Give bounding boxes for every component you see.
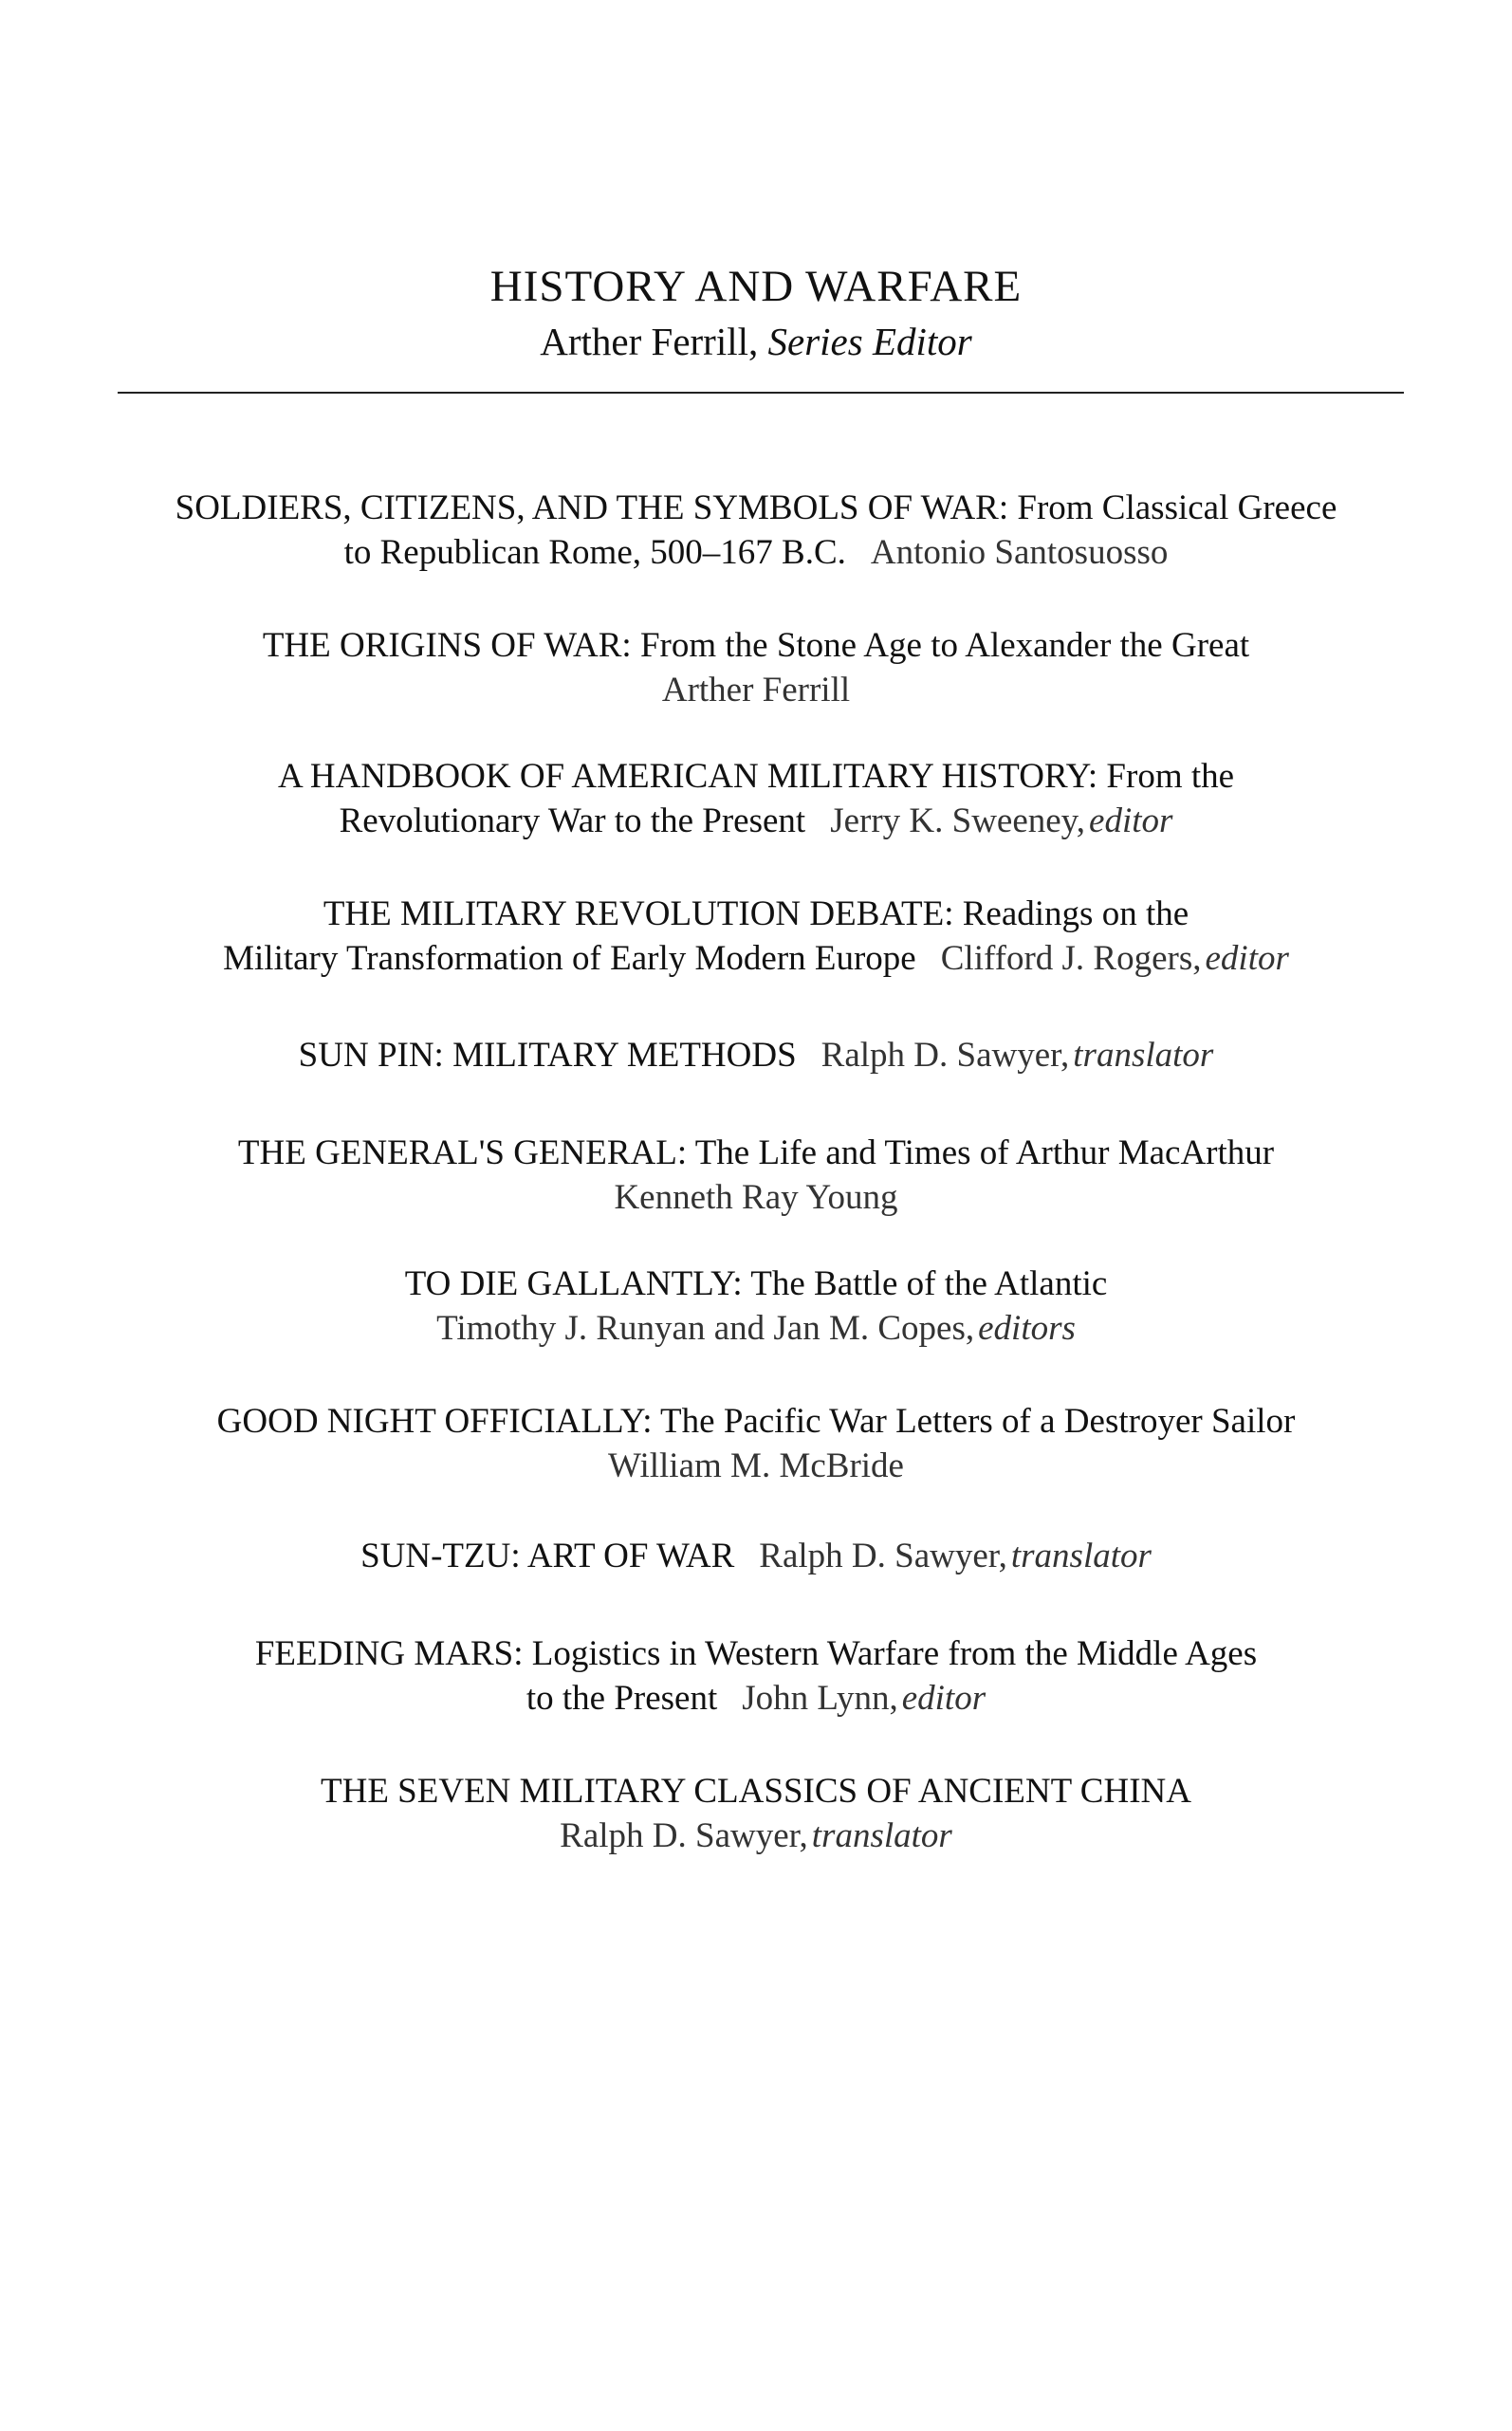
book-title: FEEDING MARS: Logistics in Western Warfare from the Middle Ages <box>254 1634 1258 1673</box>
header-divider <box>118 392 1404 394</box>
book-title: SUN-TZU: ART OF WAR <box>360 1537 735 1575</box>
book-title: SOLDIERS, CITIZENS, AND THE SYMBOLS OF WAR: From Classical Greece <box>175 488 1337 527</box>
book-author: Ralph D. Sawyer, <box>759 1537 1007 1575</box>
book-author-role: translator <box>1073 1036 1214 1075</box>
book-title: THE ORIGINS OF WAR: From the Stone Age to Alexander the Great <box>262 626 1250 665</box>
book-entry <box>0 1399 1512 1488</box>
book-title: THE GENERAL'S GENERAL: The Life and Times of Arthur MacArthur <box>237 1133 1275 1172</box>
book-title-continued: Revolutionary War to the Present <box>339 801 806 840</box>
book-author: Timothy J. Runyan and Jan M. Copes, <box>436 1309 975 1348</box>
book-author-role: editors <box>978 1309 1076 1348</box>
book-title: GOOD NIGHT OFFICIALLY: The Pacific War Letters of a Destroyer Sailor <box>216 1402 1296 1441</box>
book-entry <box>0 754 1512 850</box>
book-entry <box>0 892 1512 987</box>
book-entry <box>0 1631 1512 1727</box>
book-entry <box>0 1262 1512 1357</box>
book-author: John Lynn, <box>742 1679 898 1718</box>
book-entry <box>0 1769 1512 1865</box>
series-title: HISTORY AND WARFARE <box>489 262 1023 311</box>
book-author-role: translator <box>811 1816 952 1855</box>
series-editor-name: Arther Ferrill, <box>540 320 759 363</box>
book-title: SUN PIN: MILITARY METHODS <box>298 1036 797 1075</box>
book-author-role: editor <box>1205 939 1289 978</box>
book-author: William M. McBride <box>608 1446 904 1485</box>
book-title-continued: to the Present <box>526 1679 718 1718</box>
series-editor <box>0 317 1512 366</box>
book-entry <box>0 1131 1512 1220</box>
book-title: A HANDBOOK OF AMERICAN MILITARY HISTORY: From the <box>277 757 1235 796</box>
book-author: Ralph D. Sawyer, <box>821 1036 1070 1075</box>
book-author: Arther Ferrill <box>661 671 851 709</box>
book-title: THE MILITARY REVOLUTION DEBATE: Readings on the <box>323 894 1189 933</box>
book-author: Ralph D. Sawyer, <box>560 1816 808 1855</box>
book-author-role: editor <box>1089 801 1173 840</box>
book-entry <box>0 623 1512 712</box>
book-author: Antonio Santosuosso <box>870 533 1169 572</box>
book-entry <box>0 1530 1512 1590</box>
series-editor-role: Series Editor <box>767 320 972 363</box>
book-entry <box>0 486 1512 581</box>
book-title: TO DIE GALLANTLY: The Battle of the Atlantic <box>404 1264 1108 1303</box>
book-author: Kenneth Ray Young <box>614 1178 898 1217</box>
book-author: Clifford J. Rogers, <box>940 939 1202 978</box>
book-title: THE SEVEN MILITARY CLASSICS OF ANCIENT CHINA <box>321 1772 1191 1811</box>
book-author-role: translator <box>1010 1537 1152 1575</box>
series-header <box>0 258 1512 366</box>
book-entry <box>0 1029 1512 1089</box>
book-author-role: editor <box>901 1679 986 1718</box>
book-title-continued: to Republican Rome, 500–167 B.C. <box>343 533 846 572</box>
book-list <box>0 486 1512 1906</box>
book-author: Jerry K. Sweeney, <box>830 801 1086 840</box>
book-title-continued: Military Transformation of Early Modern Europe <box>223 939 916 978</box>
